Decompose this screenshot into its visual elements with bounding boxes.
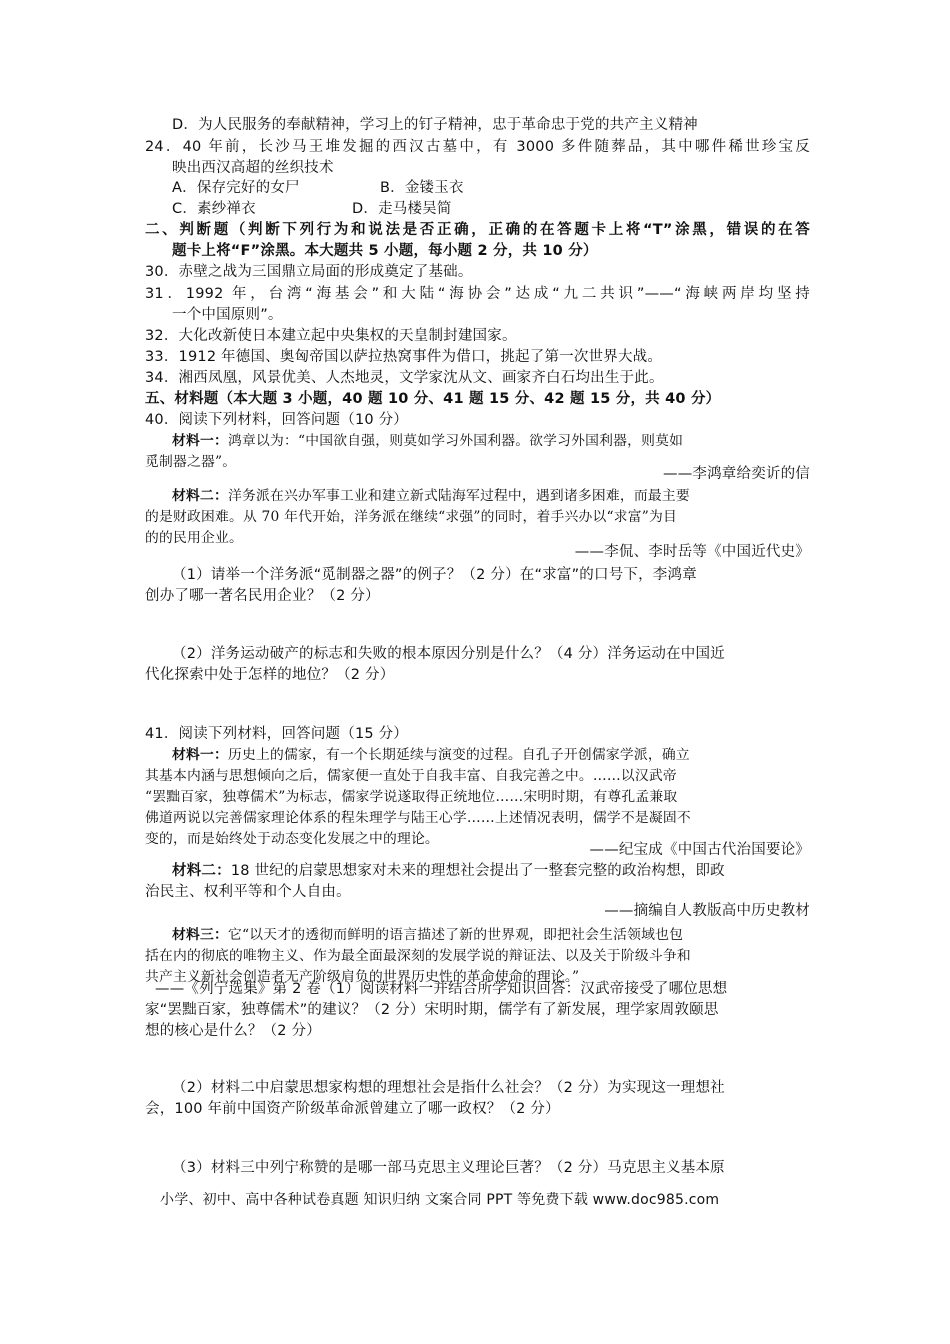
section5-heading: 五、材料题（本大题 3 小题，40 题 10 分、41 题 15 分、42 题 15 分，共 40 分）	[145, 391, 721, 407]
q40-material1-label: 材料一：	[172, 433, 228, 449]
q41-sub1-line3: 想的核心是什么？（2 分）	[145, 1023, 321, 1039]
q40-material1-source: ——李鸿章给奕䜣的信	[663, 466, 810, 482]
page-footer: 小学、初中、高中各种试卷真题 知识归纳 文案合同 PPT 等免费下载 www.doc985.com	[160, 1192, 720, 1208]
q41-material3-line3: 共产主义新社会创造者无产阶级肩负的世界历史性的革命使命的理论。”	[145, 969, 580, 985]
q41-material1-line3: “罢黜百家，独尊儒术”为标志，儒家学说遂取得正统地位……宋明时期，有尊孔孟兼取	[145, 789, 678, 805]
q31-line1: 31．1992 年，台湾“海基会”和大陆“海协会”达成“九二共识”——“海峡两岸均坚持	[145, 286, 810, 302]
q24-stem-line1: 24．40 年前，长沙马王堆发掘的西汉古墓中，有 3000 多件随葬品，其中哪件稀世珍宝反	[145, 139, 810, 155]
q41-material2-label: 材料二：	[172, 863, 231, 879]
q41-material3-line1: 材料三：它“以天才的透彻而鲜明的语言描述了新的世界观，即把社会生活领域也包	[172, 927, 684, 943]
q41-material3-line2: 括在内的彻底的唯物主义、作为最全面最深刻的发展学说的辩证法、以及关于阶级斗争和	[145, 948, 691, 964]
section2-heading-line2: 题卡上将“F”涂黑。本大题共 5 小题，每小题 2 分，共 10 分）	[172, 243, 598, 259]
q40-material2-line3: 的的民用企业。	[145, 530, 243, 546]
q41-material1-line2: 其基本内涵与思想倾向之后，儒家便一直处于自我丰富、自我完善之中。……以汉武帝	[145, 768, 677, 784]
q41-material1-source: ——纪宝成《中国古代治国要论》	[589, 842, 810, 858]
q40-material1-line1: 材料一：鸿章以为：“中国欲自强，则莫如学习外国利器。欲学习外国利器，则莫如	[172, 433, 684, 449]
q24-option-a: A．保存完好的女尸	[172, 180, 300, 196]
q40-sub1-line1: （1）请举一个洋务派“觅制器之器”的例子？（2 分）在“求富”的口号下，李鸿章	[172, 567, 697, 583]
q24-stem-line2: 映出西汉高超的丝织技术	[172, 160, 334, 176]
q41-material1-label: 材料一：	[172, 747, 228, 763]
q40-material2-label: 材料二：	[172, 488, 228, 504]
q41-material3-source-and-sub1: ——《列宁选集》第 2 卷（1）阅读材料一并结合所学知识回答：汉武帝接受了哪位思想	[155, 981, 728, 997]
q41-sub1-line2: 家“罢黜百家，独尊儒术”的建议？（2 分）宋明时期，儒学有了新发展，理学家周敦颐思	[145, 1002, 719, 1018]
q41-sub2-line1: （2）材料二中启蒙思想家构想的理想社会是指什么社会？（2 分）为实现这一理想社	[172, 1080, 725, 1096]
q40-sub2-line1: （2）洋务运动破产的标志和失败的根本原因分别是什么？（4 分）洋务运动在中国近	[172, 646, 725, 662]
q41-sub3-line1: （3）材料三中列宁称赞的是哪一部马克思主义理论巨著？（2 分）马克思主义基本原	[172, 1160, 725, 1176]
q34: 34．湘西凤凰，风景优美、人杰地灵，文学家沈从文、画家齐白石均出生于此。	[145, 370, 664, 386]
q41-sub2-line2: 会，100 年前中国资产阶级革命派曾建立了哪一政权？（2 分）	[145, 1101, 560, 1117]
q24-option-c: C．素纱禅衣	[172, 201, 256, 217]
q41-material2-line1: 材料二：18 世纪的启蒙思想家对未来的理想社会提出了一整套完整的政治构想，即政	[172, 863, 725, 879]
q40-material2-line2: 的是财政困难。从 70 年代开始，洋务派在继续“求强”的同时，着手兴办以“求富”为目	[145, 509, 678, 525]
q40-title: 40．阅读下列材料，回答问题（10 分）	[145, 412, 409, 428]
q24-option-d: D．走马楼吴简	[352, 201, 452, 217]
q40-sub2-line2: 代化探索中处于怎样的地位？（2 分）	[145, 667, 395, 683]
q30: 30．赤壁之战为三国鼎立局面的形成奠定了基础。	[145, 264, 473, 280]
q41-material2-source: ——摘编自人教版高中历史教材	[604, 903, 810, 919]
q41-material1-line4: 佛道两说以完善儒家理论体系的程朱理学与陆王心学……上述情况表明，儒学不是凝固不	[145, 810, 691, 826]
q31-line2: 一个中国原则”。	[172, 307, 283, 323]
q40-material2-line1: 材料二：洋务派在兴办军事工业和建立新式陆海军过程中，遇到诸多困难，而最主要	[172, 488, 690, 504]
q40-sub1-line2: 创办了哪一著名民用企业？（2 分）	[145, 588, 380, 604]
q41-material1-line5: 变的，而是始终处于动态变化发展之中的理论。	[145, 831, 439, 847]
q40-material2-source: ——李侃、李时岳等《中国近代史》	[574, 544, 810, 560]
q41-material1-line1: 材料一：历史上的儒家，有一个长期延续与演变的过程。自孔子开创儒家学派，确立	[172, 747, 690, 763]
q41-material3-label: 材料三：	[172, 927, 228, 943]
q41-material2-line2: 治民主、权利平等和个人自由。	[145, 884, 351, 900]
q33: 33．1912 年德国、奥匈帝国以萨拉热窝事件为借口，挑起了第一次世界大战。	[145, 349, 663, 365]
q40-material1-line2: 觅制器之器”。	[145, 454, 237, 470]
q24-option-b: B．金镂玉衣	[380, 180, 464, 196]
q41-title: 41．阅读下列材料，回答问题（15 分）	[145, 726, 409, 742]
q32: 32．大化改新使日本建立起中央集权的天皇制封建国家。	[145, 328, 517, 344]
q23-option-d: D．为人民服务的奉献精神，学习上的钉子精神，忠于革命忠于党的共产主义精神	[172, 117, 698, 133]
section2-heading-line1: 二、判断题（判断下列行为和说法是否正确，正确的在答题卡上将“T”涂黑，错误的在答	[145, 222, 810, 238]
